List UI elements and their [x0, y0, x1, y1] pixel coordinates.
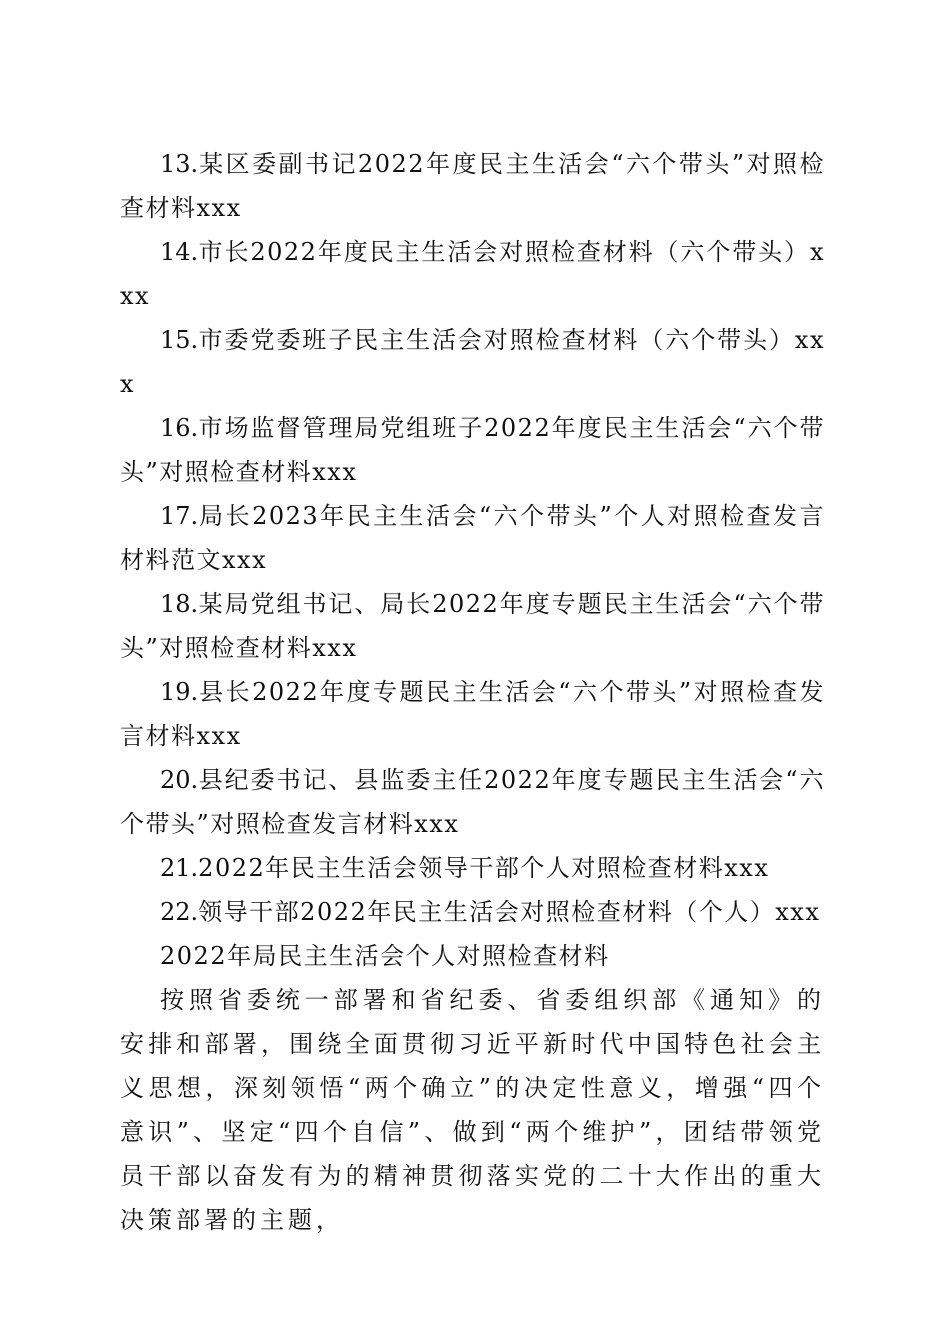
list-item: [120, 318, 825, 406]
list-item: [120, 582, 825, 670]
list-item-number: 22.: [160, 898, 199, 926]
list-item-text: 市长2022年度民主生活会对照检查材料（六个带头）xxx: [120, 238, 825, 310]
list-item: [120, 846, 825, 890]
document-content: [120, 142, 825, 1242]
document-list: [120, 142, 825, 934]
list-item-number: 16.: [160, 414, 199, 442]
list-item-text: 县长2022年度专题民主生活会“六个带头”对照检查发言材料xxx: [120, 678, 825, 750]
list-item-number: 13.: [160, 150, 199, 178]
list-item-number: 14.: [160, 238, 199, 266]
list-item-number: 17.: [160, 502, 199, 530]
list-item-number: 19.: [160, 678, 199, 706]
list-item-text: 某局党组书记、局长2022年度专题民主生活会“六个带头”对照检查材料xxx: [120, 590, 825, 662]
list-item: [120, 142, 825, 230]
body-paragraph: 按照省委统一部署和省纪委、省委组织部《通知》的安排和部署，围绕全面贯彻习近平新时代中国特色社会主义思想，深刻领悟“两个确立”的决定性意义，增强“四个意识”、坚定“四个自信”、做到“两个维护”，团结带领党员干部以奋发有为的精神贯彻落实党的二十大作出的重大决策部署的主题，: [120, 986, 825, 1234]
list-item: [120, 494, 825, 582]
list-item: [120, 230, 825, 318]
section-title: 2022年局民主生活会个人对照检查材料: [160, 942, 610, 970]
list-item-number: 15.: [160, 326, 199, 354]
list-item: [120, 670, 825, 758]
list-item-number: 20.: [160, 766, 199, 794]
list-item-text: 领导干部2022年民主生活会对照检查材料（个人）xxx: [198, 898, 821, 926]
list-item-text: 局长2023年民主生活会“六个带头”个人对照检查发言材料范文xxx: [120, 502, 825, 574]
list-item-text: 某区委副书记2022年度民主生活会“六个带头”对照检查材料xxx: [120, 150, 825, 222]
list-item-text: 县纪委书记、县监委主任2022年度专题民主生活会“六个带头”对照检查发言材料xxx: [120, 766, 825, 838]
list-item-number: 21.: [160, 854, 199, 882]
list-item-number: 18.: [160, 590, 199, 618]
list-item: [120, 406, 825, 494]
list-item: [120, 758, 825, 846]
list-item: [120, 890, 825, 934]
list-item-text: 市委党委班子民主生活会对照检查材料（六个带头）xxx: [120, 326, 825, 398]
list-item-text: 2022年民主生活会领导干部个人对照检查材料xxx: [198, 854, 770, 882]
list-item-text: 市场监督管理局党组班子2022年度民主生活会“六个带头”对照检查材料xxx: [120, 414, 825, 486]
